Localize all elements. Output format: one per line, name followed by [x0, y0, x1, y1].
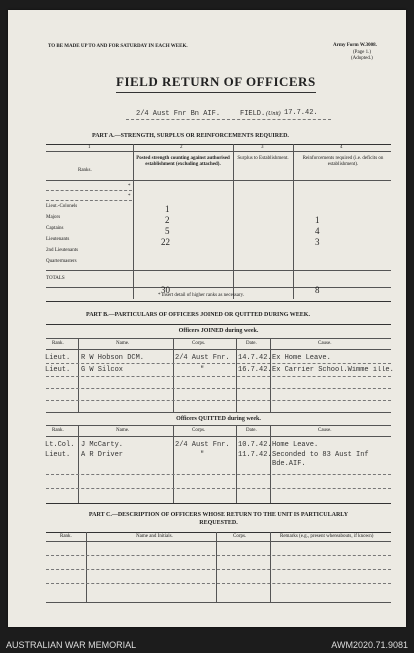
reinf-lieutenants: 3	[315, 237, 320, 247]
joined-row2-date: 16.7.42.	[238, 366, 272, 374]
joined-row2-rank: Lieut.	[45, 366, 71, 374]
ranks-header: Ranks.	[78, 168, 92, 173]
reinf-captains: 4	[315, 226, 320, 236]
rank-captains: Captains	[46, 226, 64, 231]
quitted-col-cause: Cause.	[318, 428, 332, 433]
joined-col-date: Date.	[246, 341, 257, 346]
footer-bar	[0, 638, 414, 653]
col-num-1: 1	[88, 145, 91, 150]
rank-lt-col: Lieut.-Colonels	[46, 204, 78, 209]
posted-lieutenants: 22	[161, 237, 170, 247]
field-label: FIELD.	[240, 110, 266, 118]
col-num-4: 4	[340, 145, 343, 150]
return-date: 17.7.42.	[284, 109, 318, 117]
quitted-col-date: Date.	[246, 428, 257, 433]
surplus-header: Surplus to Establishment.	[237, 156, 289, 161]
rank-majors: Majors	[46, 215, 61, 220]
total-posted: 30	[161, 285, 170, 295]
quitted-row2-corps: "	[200, 451, 205, 459]
c-col-name: Name and Initials.	[136, 534, 173, 539]
joined-title: Officers JOINED during week.	[178, 328, 259, 334]
form-adopted: (Adopted.)	[351, 56, 373, 61]
reinf-majors: 1	[315, 215, 320, 225]
quitted-row2-date: 11.7.42.	[238, 451, 272, 459]
joined-row2-corps: "	[200, 366, 205, 374]
joined-col-rank: Rank.	[52, 341, 64, 346]
quitted-row2-name: A R Driver	[81, 451, 124, 459]
joined-row1-cause: Ex Home Leave.	[272, 354, 331, 362]
part-a-footnote: * Insert detail of higher ranks as necessary.	[158, 293, 245, 298]
quitted-row1-cause: Home Leave.	[272, 441, 319, 449]
quitted-row1-corps: 2/4 Aust Fnr.	[175, 441, 230, 449]
quitted-row1-rank: Lt.Col.	[45, 441, 75, 449]
c-col-remarks: Remarks (e.g., present whereabouts, if known)	[280, 534, 374, 539]
joined-col-corps: Corps.	[192, 341, 206, 346]
page-title: FIELD RETURN OF OFFICERS	[116, 74, 316, 89]
joined-row1-date: 14.7.42.	[238, 354, 272, 362]
joined-col-name: Name.	[116, 341, 130, 346]
total-reinf: 8	[315, 285, 320, 295]
joined-row1-corps: 2/4 Aust Fnr.	[175, 354, 230, 362]
posted-captains: 5	[165, 226, 170, 236]
unit-label: (Unit)	[266, 111, 281, 117]
footer-credit: AUSTRALIAN WAR MEMORIAL	[6, 640, 137, 650]
reinf-header: Reinforcements required (i.e. deficits on establishment).	[302, 156, 384, 167]
quitted-title: Officers QUITTED during week.	[176, 416, 261, 422]
joined-row1-name: R W Hobson DCM.	[81, 354, 145, 362]
quitted-row1-date: 10.7.42.	[238, 441, 272, 449]
quitted-col-name: Name.	[116, 428, 130, 433]
joined-row1-rank: Lieut.	[45, 354, 71, 362]
unit-name: 2/4 Aust Fnr Bn AIF.	[136, 110, 221, 118]
col-num-2: 2	[180, 145, 183, 150]
joined-row2-name: G W Silcox	[81, 366, 124, 374]
totals-label: TOTALS	[46, 276, 65, 281]
part-c-heading-2: REQUESTED.	[199, 520, 238, 526]
footer-id: AWM2020.71.9081	[331, 640, 408, 650]
quitted-row2-cause: Seconded to 83 Aust Inf Bde.AIF.	[272, 451, 369, 468]
c-col-corps: Corps.	[233, 534, 247, 539]
quitted-col-corps: Corps.	[192, 428, 206, 433]
part-a-heading: PART A.—STRENGTH, SURPLUS OR REINFORCEMENTS REQUIRED.	[92, 133, 289, 139]
form-note: TO BE MADE UP TO AND FOR SATURDAY IN EACH WEEK.	[48, 44, 188, 49]
part-b-heading: PART B.—PARTICULARS OF OFFICERS JOINED OR QUITTED DURING WEEK.	[86, 312, 310, 318]
c-col-rank: Rank.	[60, 534, 72, 539]
posted-majors: 2	[165, 215, 170, 225]
quitted-col-rank: Rank.	[52, 428, 64, 433]
quitted-row2-rank: Lieut.	[45, 451, 71, 459]
joined-col-cause: Cause.	[318, 341, 332, 346]
rank-lieutenants: Lieutenants	[46, 237, 70, 242]
part-c-heading: PART C.—DESCRIPTION OF OFFICERS WHOSE RETURN TO THE UNIT IS PARTICULARLY	[88, 512, 349, 518]
posted-lt-col: 1	[165, 204, 170, 214]
form-number: Army Form W.3008.	[333, 43, 377, 48]
joined-row2-cause: Ex Carrier School.Wimme ille.	[272, 366, 394, 374]
posted-header: Posted strength counting against authorised establishment (excluding attached).	[136, 156, 230, 167]
rank-quartermasters: Quartermasters	[46, 259, 77, 264]
rank-2nd-lieutenants: 2nd Lieutenants	[46, 248, 79, 253]
form-page: TO BE MADE UP TO AND FOR SATURDAY IN EACH WEEK. Army Form W.3008. (Page 1.) (Adopted.) FIELD RETURN OF OFFICERS 2/4 Aust Fnr Bn AIF. FIELD. (Unit) 17.7.42. PART A.—STRENGTH, SURPLUS OR REINFORCEMENTS REQUIRED. 1 2 3 4 Ranks. Posted strength counting against authorised establishment (excluding attached). Surplus to Establishment. Reinforcements required (i.e. deficits on establishment). * * Lieut.-Colonels Majors Captains Lieutenants 2nd Lieutenants Quartermasters 1 2 5 22 1 4 3 TOTALS 30 8 * Insert detail of higher ranks as necessary. PART B.—PARTICULARS OF OFFICERS JOINED OR QUITTED DURING WEEK. Officers JOINED during week. Rank. Name. Corps. Date. Cause. Lieut. R W Hobson DCM. 2/4 Aust Fnr. 14.7.42. Ex Home Leave. Lieut. G W Silcox " 16.7.42. Ex Carrier School.Wimme ille. Officers QUITTED during week. Rank. Name. Corps. Date. Cause. Lt.Col. J McCarty. 2/4 Aust Fnr. 10.7.42. Home Leave. Lieut. A R Driver " 11.7.42. Seconded to 83 Aust Inf Bde.AIF. PART C.—DESCRIPTION OF OFFICERS WHOSE RETURN TO THE UNIT IS PARTICULARLY REQUESTED. Rank. Name and Initials. Corps. Remarks (e.g., present whereabouts, if known)	[8, 10, 406, 627]
col-num-3: 3	[261, 145, 264, 150]
quitted-row1-name: J McCarty.	[81, 441, 124, 449]
form-page-no: (Page 1.)	[353, 50, 372, 55]
